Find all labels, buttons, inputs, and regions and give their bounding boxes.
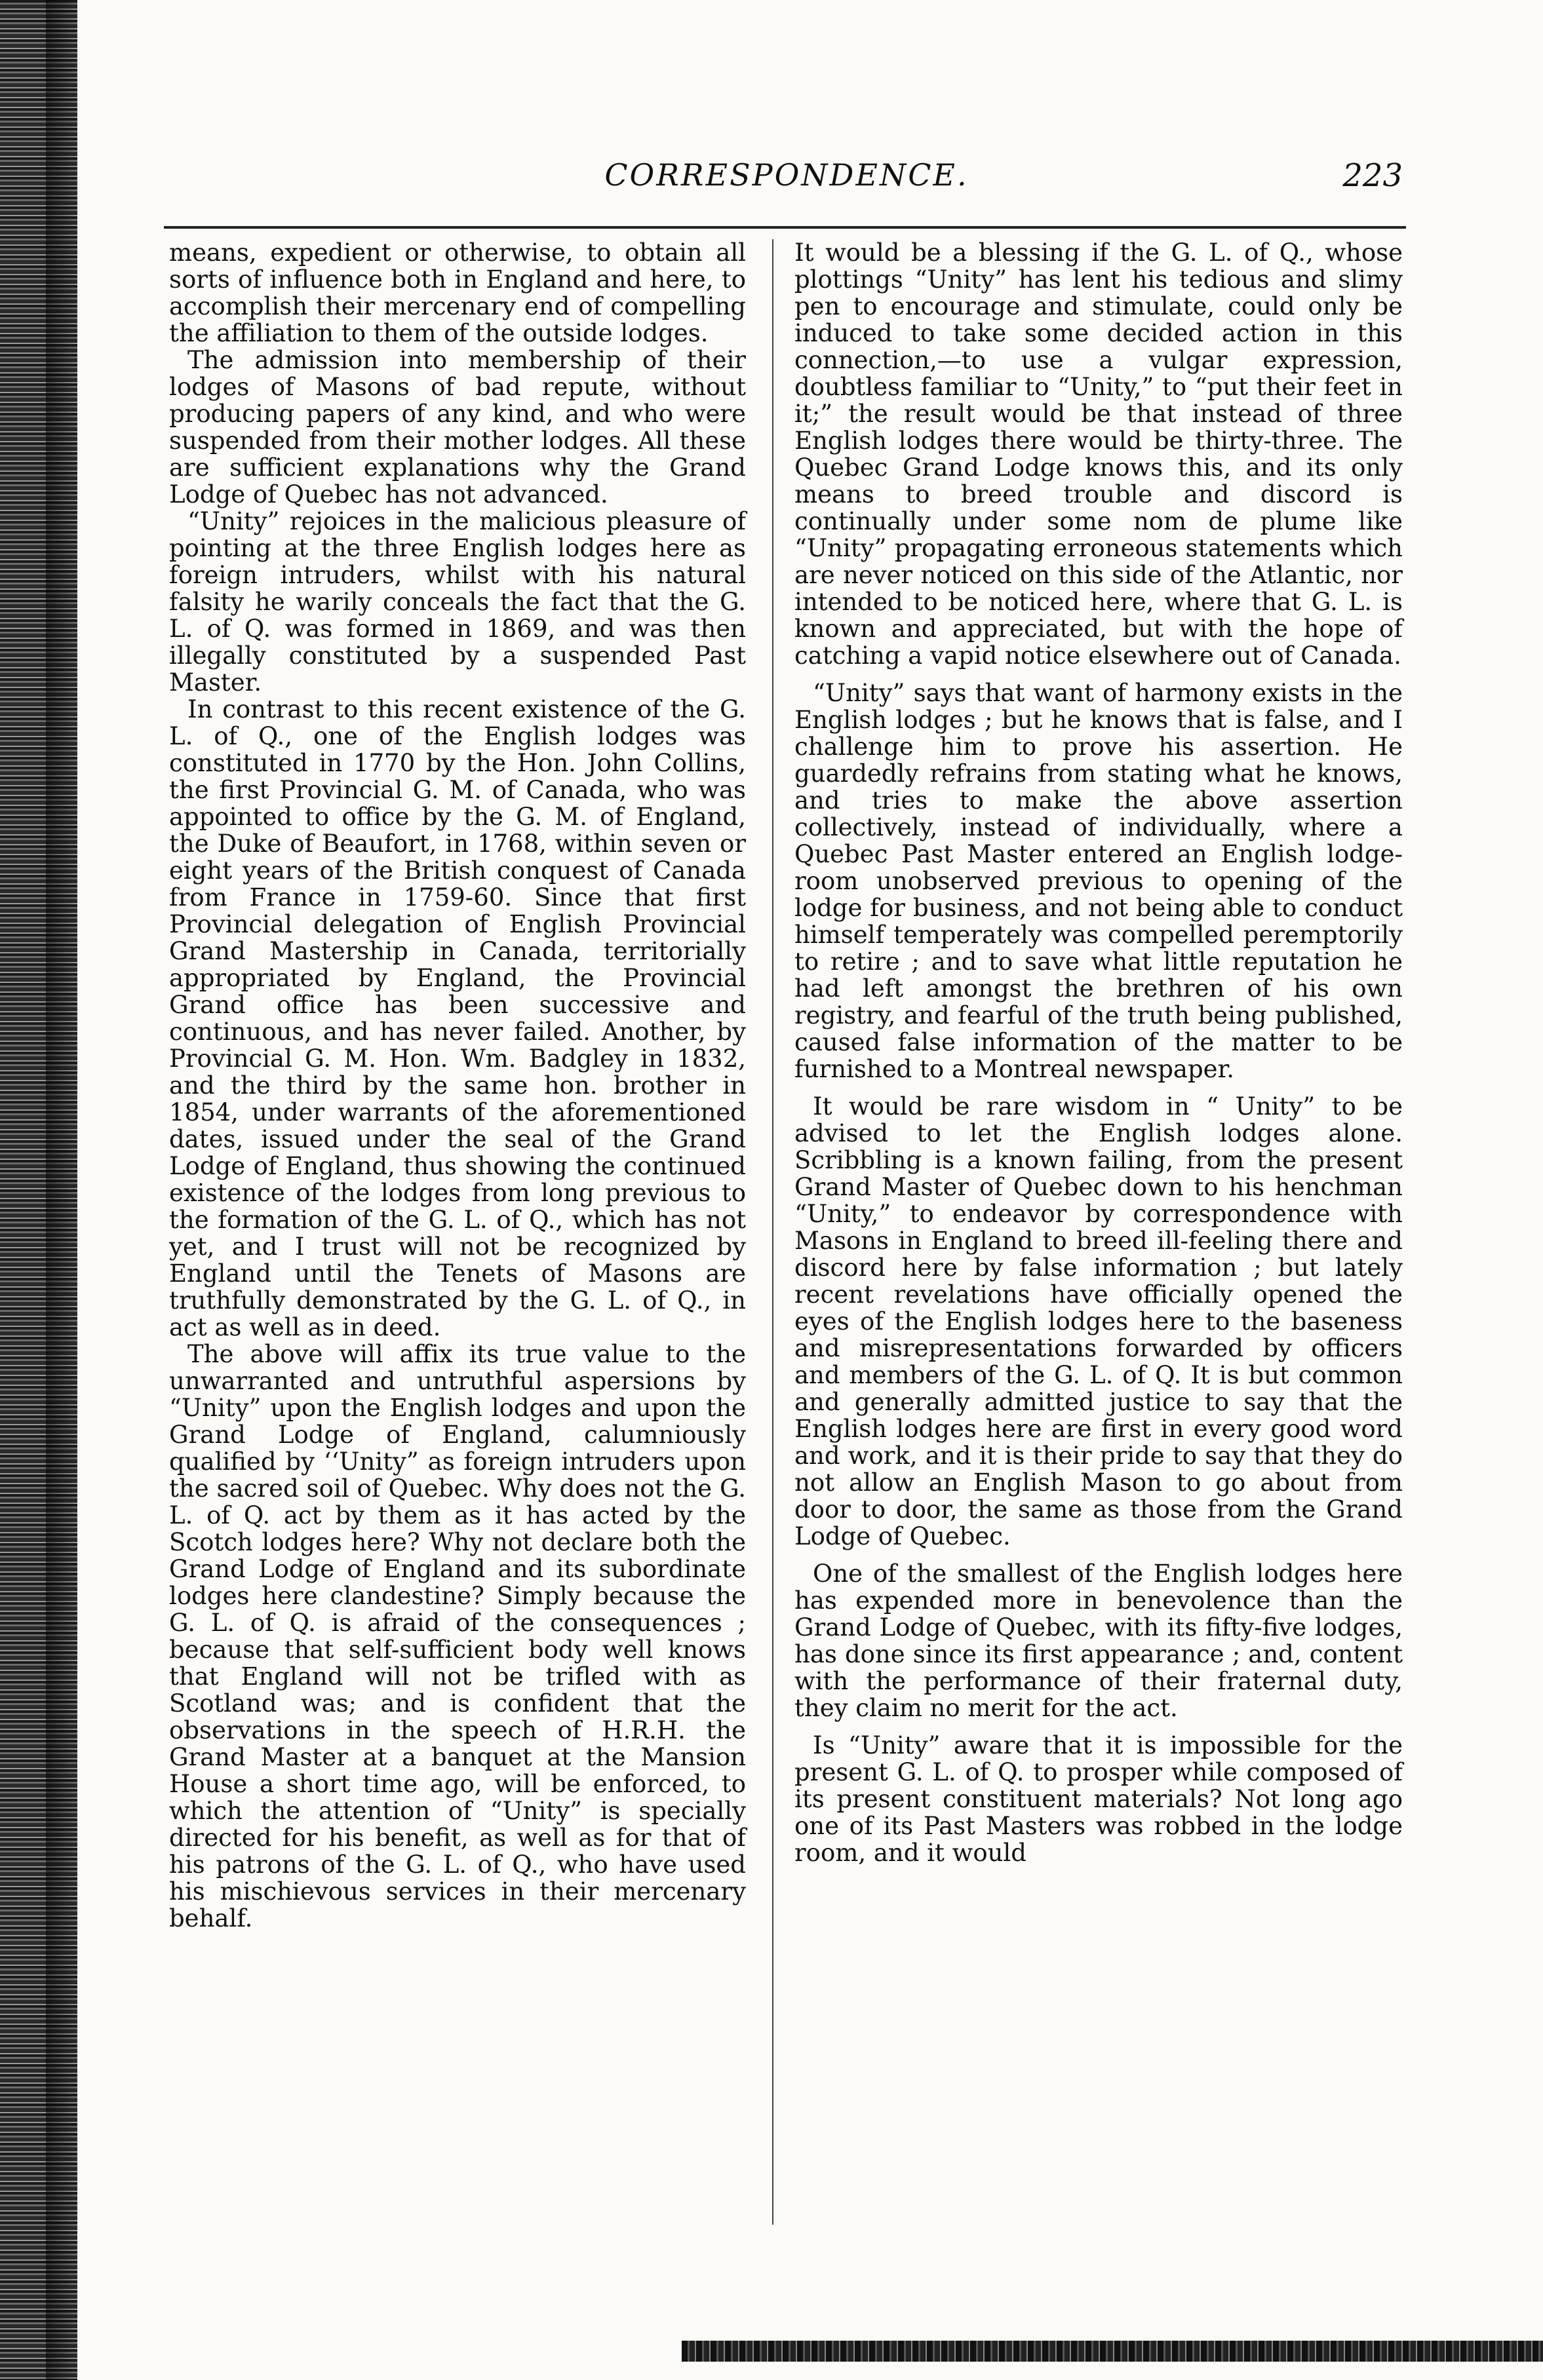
right-column <box>794 239 1403 1866</box>
running-title: CORRESPONDENCE. <box>604 157 969 193</box>
scan-edge-artifact <box>682 2341 1543 2362</box>
left-column <box>169 239 746 1932</box>
paragraph: The above will affix its true value to the unwarranted and untruthful aspersions by “Unity” upon the English lodges and upon the Grand Lodge of England, calumniously qualified by ‘‘Unity” as foreign intruders upon the sacred soil of Quebec. Why does not the G. L. of Q. act by them as it has acted by the Scotch lodges here? Why not declare both the Grand Lodge of England and its subordinate lodges here clandestine? Simply because the G. L. of Q. is afraid of the consequences ; because that self-sufficient body well knows that England will not be trifled with as Scotland was; and is confident that the observations in the speech of H.R.H. the Grand Master at a banquet at the Mansion House a short time ago, will be enforced, to which the attention of “Unity” is specially directed for his benefit, as well as for that of his patrons of the G. L. of Q., who have used his mischievous services in their mercenary behalf. <box>169 1340 746 1932</box>
paragraph: The admission into membership of their lodges of Masons of bad repute, without producing papers of any kind, and who were suspended from their mother lodges. All these are sufficient explanations why the Grand Lodge of Quebec has not advanced. <box>169 346 746 509</box>
page-header <box>170 157 1403 210</box>
paragraph: “Unity” says that want of harmony exists in the English lodges ; but he knows that is false, and I challenge him to prove his assertion. He guardedly refrains from stating what he knows, and tries to make the above assertion collectively, instead of individually, where a Quebec Past Master entered an English lodge-room unobserved previous to opening of the lodge for business, and not being able to conduct himself temperately was compelled peremptorily to retire ; and to save what little reputation he had left amongst the brethren of his own registry, and fearful of the truth being published, caused false information of the matter to be furnished to a Montreal newspaper. <box>794 679 1403 1083</box>
paragraph: It would be rare wisdom in “ Unity” to be advised to let the English lodges alone. Scribbling is a known failing, from the present Grand Master of Quebec down to his henchman “Unity,” to endeavor by correspondence with Masons in England to breed ill-feeling there and discord here by false information ; but lately recent revelations have officially opened the eyes of the English lodges here to the baseness and misrepresentations forwarded by officers and members of the G. L. of Q. It is but common and generally admitted justice to say that the English lodges here are first in every good word and work, and it is their pride to say that they do not allow an English Mason to go about from door to door, the same as those from the Grand Lodge of Quebec. <box>794 1092 1403 1550</box>
paragraph: means, expedient or otherwise, to obtain all sorts of influence both in England and here, to accomplish their mercenary end of compelling the affiliation to them of the outside lodges. <box>169 239 746 347</box>
paragraph: In contrast to this recent existence of the G. L. of Q., one of the English lodges was constituted in 1770 by the Hon. John Collins, the first Provincial G. M. of Canada, who was appointed to office by the G. M. of England, the Duke of Beaufort, in 1768, within seven or eight years of the British conquest of Canada from France in 1759-60. Since that first Provincial delegation of English Provincial Grand Mastership in Canada, territorially appropriated by England, the Provincial Grand office has been successive and continuous, and has never failed. Another, by Provincial G. M. Hon. Wm. Badgley in 1832, and the third by the same hon. brother in 1854, under warrants of the aforementioned dates, issued under the seal of the Grand Lodge of England, thus showing the continued existence of the lodges from long previous to the formation of the G. L. of Q., which has not yet, and I trust will not be recognized by England until the Tenets of Masons are truthfully demonstrated by the G. L. of Q., in act as well as in deed. <box>169 695 746 1341</box>
paragraph: It would be a blessing if the G. L. of Q., whose plottings “Unity” has lent his tedious and slimy pen to encourage and stimulate, could only be induced to take some decided action in this connection,—to use a vulgar expression, doubtless familiar to “Unity,” to “put their feet in it;” the result would be that instead of three English lodges there would be thirty-three. The Quebec Grand Lodge knows this, and its only means to breed trouble and discord is continually under some nom de plume like “Unity” propagating erroneous statements which are never noticed on this side of the Atlantic, nor intended to be noticed here, where that G. L. is known and appreciated, but with the hope of catching a vapid notice elsewhere out of Canada. <box>794 239 1403 670</box>
book-binding-edge <box>0 0 77 2380</box>
column-divider <box>772 239 773 2225</box>
page-number: 223 <box>1342 157 1403 194</box>
paragraph: Is “Unity” aware that it is impossible for the present G. L. of Q. to prosper while composed of its present constituent materials? Not long ago one of its Past Masters was robbed in the lodge room, and it would <box>794 1731 1403 1867</box>
header-rule <box>164 226 1406 229</box>
paragraph: “Unity” rejoices in the malicious pleasure of pointing at the three English lodges here as foreign intruders, whilst with his natural falsity he warily conceals the fact that the G. L. of Q. was formed in 1869, and was then illegally constituted by a suspended Past Master. <box>169 507 746 697</box>
paragraph: One of the smallest of the English lodges here has expended more in benevolence than the Grand Lodge of Quebec, with its fifty-five lodges, has done since its first appearance ; and, content with the performance of their fraternal duty, they claim no merit for the act. <box>794 1560 1403 1722</box>
